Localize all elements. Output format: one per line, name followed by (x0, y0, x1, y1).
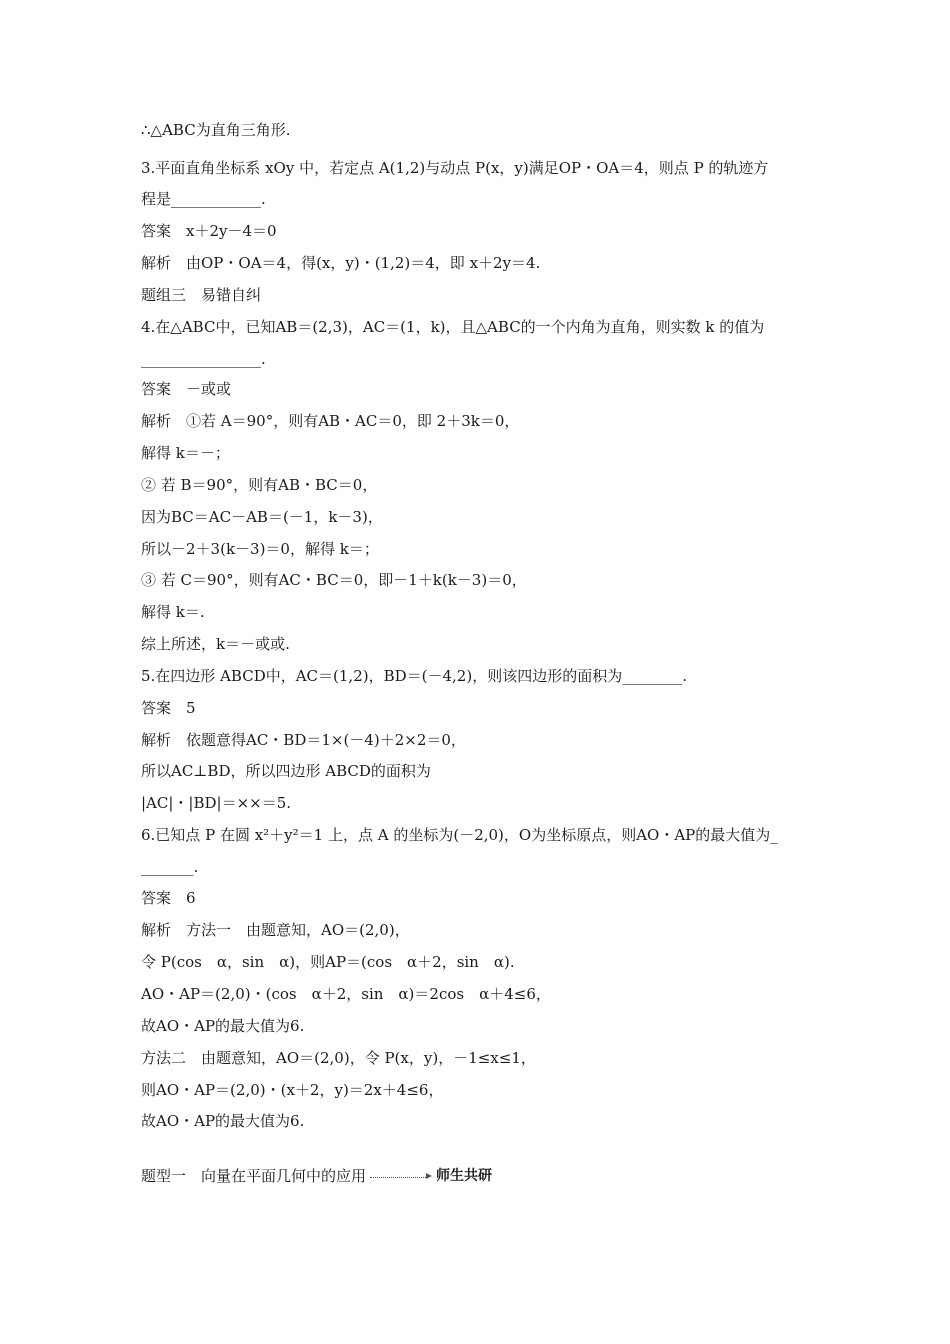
dotted-arrow-line (370, 1177, 426, 1178)
text-line: 方法二 由题意知，AO＝(2,0)，令 P(x，y)，－1≤x≤1， (141, 1049, 536, 1067)
text-line: 则AO・AP＝(2,0)・(x＋2，y)＝2x＋4≤6， (141, 1081, 444, 1099)
text-line: 4.在△ABC中，已知AB＝(2,3)，AC＝(1，k)，且△ABC的一个内角为直角，则实数 k 的值为 (141, 318, 765, 336)
text-line: 所以－2＋3(k－3)＝0，解得 k＝； (141, 540, 379, 558)
text-line: ∴△ABC为直角三角形. (141, 121, 291, 139)
text-line: _______. (141, 858, 199, 876)
text-line: 故AO・AP的最大值为6. (141, 1017, 305, 1035)
text-line: 解得 k＝－； (141, 444, 230, 462)
text-line: 5.在四边形 ABCD中，AC＝(1,2)，BD＝(－4,2)，则该四边形的面积为________. (141, 667, 687, 685)
text-line: 因为BC＝AC－AB＝(－1，k－3)， (141, 508, 383, 526)
text-line: 答案 －或或 (141, 380, 232, 398)
text-line: 答案 x＋2y－4＝0 (141, 222, 277, 240)
text-line: 答案 5 (141, 699, 196, 717)
topic-footer (141, 1166, 492, 1186)
text-line: 解析 依题意得AC・BD＝1×(－4)＋2×2＝0， (141, 731, 466, 749)
text-line: 令 P(cos α，sin α)，则AP＝(cos α＋2，sin α). (141, 953, 515, 971)
text-line: 解析 由OP・OA＝4，得(x，y)・(1,2)＝4，即 x＋2y＝4. (141, 254, 541, 272)
text-line: 解析 方法一 由题意知，AO＝(2,0)， (141, 921, 410, 939)
text-line: 6.已知点 P 在圆 x²＋y²＝1 上，点 A 的坐标为(－2,0)，O为坐标原点，则AO・AP的最大值为_ (141, 826, 778, 844)
arrow-head-icon (426, 1173, 432, 1179)
text-line: 程是____________. (141, 190, 266, 208)
text-line: 解析 ①若 A＝90°，则有AB・AC＝0，即 2＋3k＝0， (141, 412, 520, 430)
section-heading: 题组三 易错自纠 (141, 286, 262, 304)
text-line: |AC|・|BD|＝××＝5. (141, 794, 292, 812)
text-line: 所以AC⊥BD，所以四边形 ABCD的面积为 (141, 762, 431, 780)
text-line: ③ 若 C＝90°，则有AC・BC＝0，即－1＋k(k－3)＝0， (141, 571, 527, 589)
text-line: 3.平面直角坐标系 xOy 中，若定点 A(1,2)与动点 P(x，y)满足OP・OA＝4，则点 P 的轨迹方 (141, 159, 769, 177)
topic-badge: 师生共研 (436, 1168, 493, 1184)
topic-title: 题型一 向量在平面几何中的应用 (141, 1167, 367, 1185)
text-line: ② 若 B＝90°，则有AB・BC＝0， (141, 476, 378, 494)
text-line: 故AO・AP的最大值为6. (141, 1112, 305, 1130)
text-line: AO・AP＝(2,0)・(cos α＋2，sin α)＝2cos α＋4≤6， (141, 985, 551, 1003)
text-line: 解得 k＝. (141, 603, 205, 621)
text-line: 答案 6 (141, 889, 196, 907)
text-line: 综上所述，k＝－或或. (141, 635, 290, 653)
text-line: ________________. (141, 350, 266, 368)
